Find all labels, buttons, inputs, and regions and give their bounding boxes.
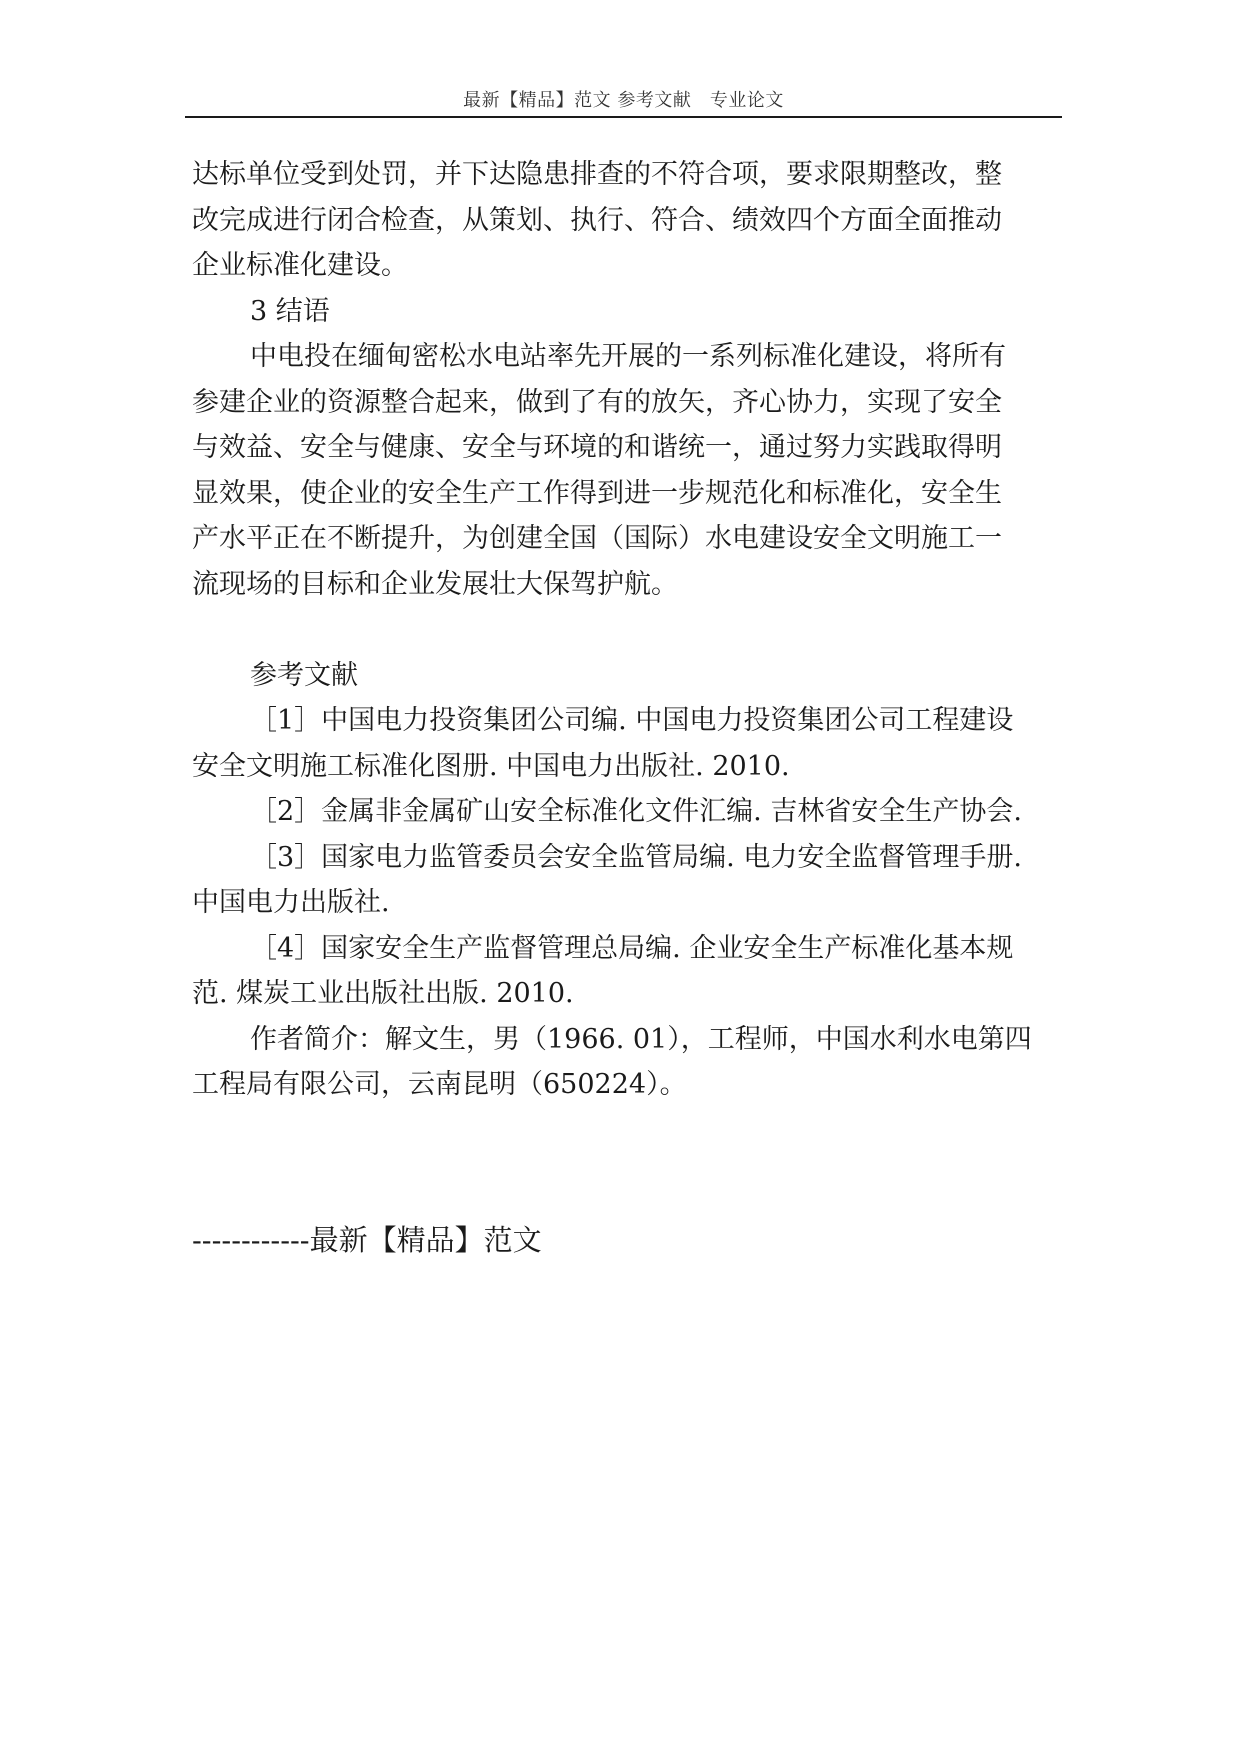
reference-item-3 [192,835,1062,926]
author-note-line: 工程局有限公司，云南昆明（650224）。 [192,1069,687,1100]
reference-item-4 [192,926,1062,1017]
reference-line: ［2］金属非金属矿山安全标准化文件汇编. 吉林省安全生产协会. [250,796,1022,827]
reference-line: ［1］中国电力投资集团公司编. 中国电力投资集团公司工程建设 [250,705,1014,736]
text-line: 改完成进行闭合检查，从策划、执行、符合、绩效四个方面全面推动 [192,204,1002,236]
references-heading: 参考文献 [250,659,358,691]
text-line: 参建企业的资源整合起来，做到了有的放矢，齐心协力，实现了安全 [192,386,1002,418]
reference-line: ［3］国家电力监管委员会安全监管局编. 电力安全监督管理手册. [250,841,1022,873]
header-rule [185,116,1062,118]
text-line: 显效果，使企业的安全生产工作得到进一步规范化和标准化，安全生 [192,477,1002,509]
text-line: 与效益、安全与健康、安全与环境的和谐统一，通过努力实践取得明 [192,432,1002,463]
section-heading: 3 结语 [250,295,330,327]
text-line: 中电投在缅甸密松水电站率先开展的一系列标准化建设，将所有 [250,341,1006,372]
document-body [192,152,1062,1108]
author-note-line: 作者简介：解文生，男（1966. 01），工程师，中国水利水电第四 [250,1023,1032,1055]
reference-line: 范. 煤炭工业出版社出版. 2010. [192,978,574,1009]
section-heading-conclusion [192,289,1062,335]
text-line: 流现场的目标和企业发展壮大保驾护航。 [192,568,678,600]
footer-watermark-text: ------------最新【精品】范文 [192,1223,542,1257]
reference-line: 安全文明施工标准化图册. 中国电力出版社. 2010. [192,750,790,782]
paragraph-conclusion [192,334,1062,607]
reference-item-1 [192,698,1062,789]
paragraph-standardization-close [192,152,1062,289]
blank-line [192,607,1062,653]
text-line: 达标单位受到处罚，并下达隐患排查的不符合项，要求限期整改，整 [192,159,1002,190]
text-line: 产水平正在不断提升，为创建全国（国际）水电建设安全文明施工一 [192,523,1002,554]
page-header: 最新【精品】范文 参考文献 专业论文 [463,90,784,111]
text-line: 企业标准化建设。 [192,250,408,281]
reference-item-2 [192,789,1062,835]
reference-line: ［4］国家安全生产监督管理总局编. 企业安全生产标准化基本规 [250,932,1014,964]
reference-line: 中国电力出版社. [192,887,390,918]
references-section [192,653,1062,1017]
author-note [192,1017,1062,1108]
